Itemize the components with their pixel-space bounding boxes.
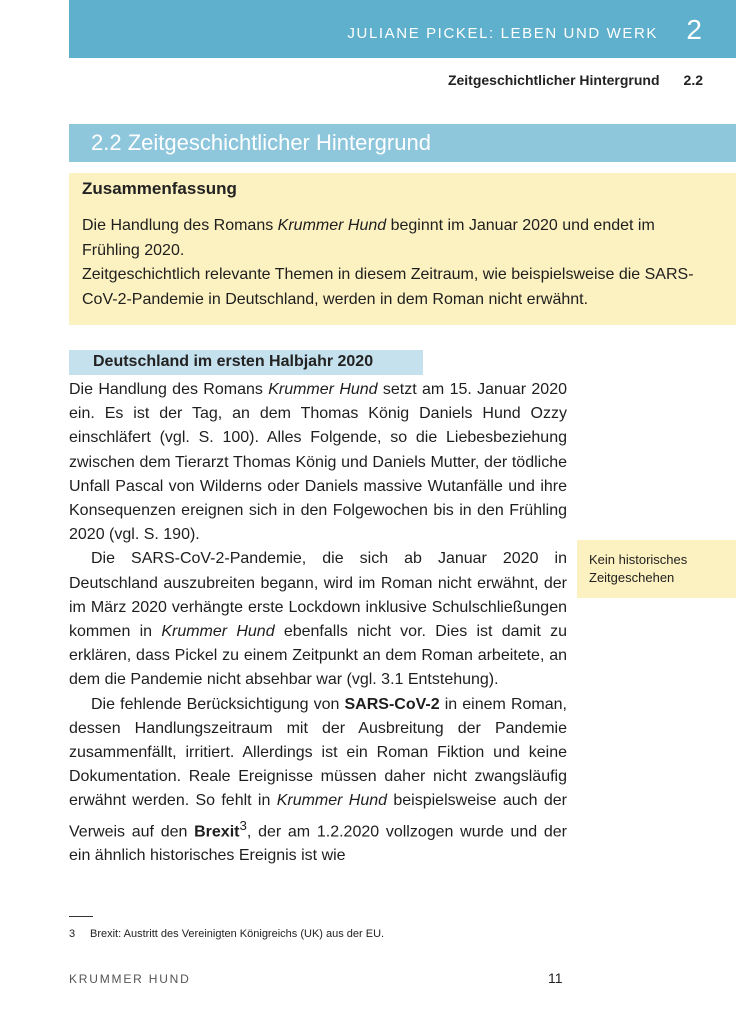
running-head	[400, 72, 703, 88]
footnote-divider	[69, 916, 93, 917]
footnote-reference[interactable]: 3	[239, 817, 247, 833]
summary-text-part: beginnt im Januar 2020 und endet im Frühling 2020.	[82, 217, 655, 259]
body-text-part: ebenfalls nicht vor. Dies ist damit zu erklären, dass Pickel zu einem Zeitpunkt an dem Roman arbeitete, an dem die Pandemie nicht absehbar war (vgl. 3.1 Entstehung).	[69, 623, 567, 689]
footnote	[69, 928, 384, 940]
summary-text	[82, 214, 707, 312]
body-text-part: Die SARS-CoV-2-Pandemie, die sich ab Januar 2020 in Deutschland auszubreiten begann, wird im Roman nicht erwähnt, der im März 2020 verhängte erste Lockdown inklusive Schulschließungen kommen in	[69, 550, 567, 641]
subsection-heading: Deutschland im ersten Halbjahr 2020	[93, 353, 374, 370]
body-text-part: , der am 1.2.2020 vollzogen wurde und der ein ähnlich historisches Ereignis ist wie	[69, 822, 568, 865]
section-heading-band	[69, 124, 736, 162]
body-text-part: beispielsweise auch der Verweis auf den	[69, 792, 567, 840]
running-head-title: Zeitgeschichtlicher Hintergrund	[447, 72, 660, 88]
body-paragraph-2	[69, 547, 567, 692]
body-text-part: in einem Roman, dessen Handlungszeitraum mit der Ausbreitung der Pandemie zusammenfällt, irritiert. Allerdings ist ein Roman Fiktion und keine Dokumentation. Reale Ereignisse müssen daher nicht zwangsläufig erwähnt werden. So fehlt in	[69, 695, 567, 810]
footer-book-title: KRUMMER HUND	[69, 972, 191, 986]
book-title-italic: Krummer Hund	[161, 623, 275, 641]
bold-term: Brexit	[194, 822, 240, 840]
body-text-part: setzt am 15. Januar 2020 ein. Es ist der Tag, an dem Thomas König Daniels Hund Ozzy einschläfert (vgl. S. 100). Alles Folgende, so die Liebesbeziehung zwischen dem Tierarzt Thomas König und Daniels Mutter, der tödliche Unfall Pascal von Wilderns oder Daniels massive Wutanfälle und ihre Konsequenzen ereignen sich in den Folgewochen bis in den Frühling 2020 (vgl. S. 190).	[69, 381, 568, 544]
summary-text-part: Zeitgeschichtlich relevante Themen in diesem Zeitraum, wie beispielsweise die SARS-CoV-2-Pandemie in Deutschland, werden in dem Roman nicht erwähnt.	[82, 266, 694, 308]
book-title-italic: Krummer Hund	[276, 792, 388, 810]
page-number: 11	[548, 970, 563, 986]
chapter-header-band	[69, 0, 736, 58]
body-text-part: Die fehlende Berücksichtigung von	[91, 695, 345, 713]
summary-text-part: Die Handlung des Romans	[82, 217, 278, 234]
body-paragraph-1	[69, 378, 567, 547]
margin-note-text: Kein historisches Zeitgeschehen	[589, 552, 688, 585]
body-paragraph-3	[69, 693, 567, 869]
body-text-part: Die Handlung des Romans	[69, 381, 269, 398]
running-head-number: 2.2	[683, 72, 703, 88]
section-heading: 2.2 Zeitgeschichtlicher Hintergrund	[91, 130, 431, 155]
subsection-heading-band	[69, 350, 423, 375]
footnote-text: Brexit: Austritt des Vereinigten Königreichs (UK) aus der EU.	[90, 928, 385, 940]
bold-term: SARS-CoV-2	[344, 695, 440, 713]
chapter-number: 2	[686, 14, 702, 45]
footnote-number: 3	[69, 928, 76, 940]
chapter-title: JULIANE PICKEL: LEBEN UND WERK	[347, 25, 658, 42]
book-title-italic: Krummer Hund	[268, 381, 378, 398]
margin-note	[577, 540, 736, 598]
book-title-italic: Krummer Hund	[277, 217, 387, 234]
summary-box	[69, 173, 736, 325]
body-text	[69, 378, 567, 868]
summary-title: Zusammenfassung	[82, 179, 237, 198]
